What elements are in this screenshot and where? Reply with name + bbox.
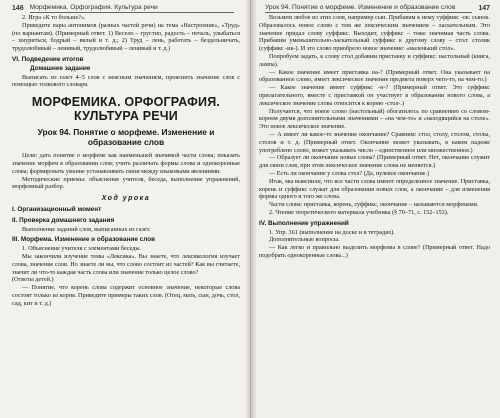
paragraph: Мы закончили изучение темы «Лексика». Вы знаете, что лексикология изучает слова, значение слов. Но знаете ли вы, что слово состоит из частей? Как вы считаете, значит ли что-то каждая часть слова или значение только целое слово? (12, 252, 240, 276)
paragraph: Выписать из газет 4–5 слов с неясным значением, прояснить значение слов с помощью толкового словаря. (12, 73, 240, 89)
paragraph: — Как легко и правильно выделить морфемы в слове? (Примерный ответ. Надо подобрать однокоренные слова...) (259, 244, 490, 259)
paragraph: — Понятие, что корень слова содержит основное значение, некоторые слова состоят только из корня. Приведите примеры таких слов. (Отец, мать, сын, дочь, стол, сад, кит и т. д.) (12, 284, 240, 307)
paragraph: Итак, мы выяснили, что все части слова имеют определенное значение. Приставка, корень и суффикс служат для образования новых слов, а окончание – для изменения формы одного и того же слова. (259, 177, 490, 201)
paragraph: Дополнительные вопросы. (269, 236, 340, 244)
right-body (259, 14, 490, 260)
right-page-header (259, 2, 490, 14)
paragraph: 2. Игра «К то больше?». (22, 14, 86, 21)
goals-paragraph: Цели: дать понятие о морфеме как наименьшей значимой части слова; показать значение морфем в образовании слов; учить различать формы слова и однокоренные слова; формировать умение устанавливать связи между языковыми явлениями. (12, 152, 240, 175)
page-number: 146 (12, 4, 24, 12)
lesson-title: Урок 94. Понятие о морфеме. Изменение и образование слов (37, 127, 215, 148)
section-heading: III. Морфема. Изменение и образование слов (12, 236, 156, 244)
paragraph: — Какое значение имеет приставка на-? (Примерный ответ. Она указывает на образованное слово, имеет лексическое значение предмета поверх чего-то, на чем-то.) (259, 68, 490, 84)
paragraph: Попробуем задать, к слову стол добавим приставку и суффикс: настольный (книга, лампа). (259, 52, 490, 68)
paragraph: 2. Чтение теоретического материала учебника (§ 70–71, с. 152–153). (269, 208, 449, 216)
paragraph: Возьмем любое из этих слов, например сын. Прибавим к нему суффикс -ок: сынок. Образовалось новое слово с тем же лексическим значением – ласкательным. Это значение придал слову суффикс. Выходит, суффикс – тоже значимая часть слова. Прибавим уменьшительно-ласкательный суффикс к другому слову – стол: столик (суффикс -ик-). И это слово приобрело новое значение: «маленький стол». (259, 14, 490, 53)
paragraph: (Ответы детей.) (12, 276, 54, 284)
paragraph: Приведите пары антонимов (разных частей речи) на тема «Настроение», «Труд» (по вариантам). (Примерный ответ. 1) Весело – грустно, радость – печаль, улыбаться – хмуриться, бодрый – вялый и т. д.; 2) Труд – лень, работать – бездельничать, трудолюбивый – ленивый, трудолюбивый – ленивый и т. д.) (12, 21, 240, 53)
left-body (12, 14, 240, 308)
book-gutter-shadow (245, 0, 257, 418)
running-title: Морфемика. Орфография. Культура речи (30, 4, 234, 13)
paragraph: Выполнение заданий слов, выписанных из газет. (22, 225, 151, 233)
paragraph: 1. Упр. 361 (выполнение на доске и в тетрадях). (269, 228, 395, 236)
paragraph: Части слова: приставка, корень, суффикс, окончание – называются морфемами. (269, 201, 479, 209)
paragraph: — А имеет ли какое-то значение окончание? Сравним: стол, столу, столом, столы, столов и т. д. (Примерный ответ. Окончание может указывать, в каком падеже употреблено слово, может указывать число – единственное или множественное.) (259, 130, 490, 154)
section-heading: IV. Выполнение упражнений (259, 219, 349, 227)
paragraph: 1. Объяснение учителя с элементами беседы. (22, 245, 142, 253)
section-heading: II. Проверка домашнего задания (12, 216, 115, 224)
paragraph: — Какое значение имеет суффикс -н-? (Примерный ответ. Это суффикс прилагательного, вместе с приставкой он участвует в образовании нового слова, а лексическое значение слова относится к корню -стол-.) (259, 84, 490, 107)
page-number: 147 (478, 4, 490, 12)
chapter-title: МОРФЕМИКА. ОРФОГРАФИЯ. КУЛЬТУРА РЕЧИ (31, 95, 221, 124)
course-heading: Ход урока (101, 195, 151, 203)
right-page (251, 0, 500, 418)
section-heading: VI. Подведение итогов (12, 55, 84, 63)
left-page-header (12, 2, 240, 14)
methods-paragraph: Методические приемы: объяснение учителя, беседа, выполнение упражнений, морфемный разбор. (12, 175, 240, 191)
section-heading: I. Организационный момент (12, 205, 102, 213)
paragraph: — Образует ли окончание новые слова? (Примерный ответ. Нет, окончание служит для связи слов, при этом лексическое значение слова не меняется.) (259, 154, 490, 170)
running-title: Урок 94. Понятие о морфеме. Изменение и образование слов (265, 4, 472, 13)
paragraph: — Есть ли окончание у слова стол? (Да, нулевое окончание.) (269, 169, 430, 177)
paragraph: Получается, что новое слово (настольный) обогатилось по сравнению со словом-корнем двумя дополнительными значениями – «на чем-то» и «находящийся на столе». Это новое лексическое значение. (259, 107, 490, 131)
subsection-heading: Домашнее задание (30, 64, 91, 72)
